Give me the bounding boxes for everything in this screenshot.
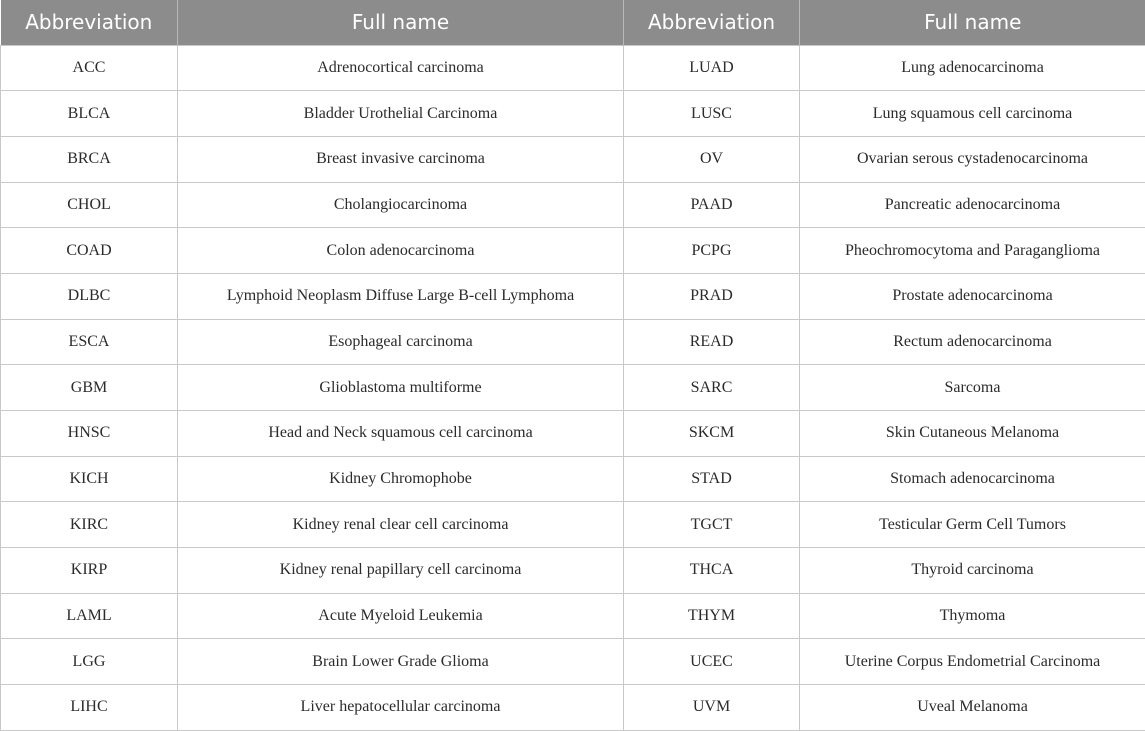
abbreviation-cell: ACC [1, 45, 178, 91]
abbreviation-cell: BLCA [1, 91, 178, 137]
table-row [1, 685, 1145, 731]
table-header [1, 0, 1145, 45]
abbreviation-cell: KICH [1, 456, 178, 502]
table-row [1, 319, 1145, 365]
abbreviation-cell: OV [624, 136, 800, 182]
header-full-name-1: Full name [178, 0, 624, 45]
abbreviation-cell: SKCM [624, 411, 800, 457]
table-row [1, 456, 1145, 502]
abbreviation-cell: PRAD [624, 273, 800, 319]
abbreviation-cell: STAD [624, 456, 800, 502]
table-row [1, 136, 1145, 182]
abbreviation-cell: ESCA [1, 319, 178, 365]
abbreviation-cell: PAAD [624, 182, 800, 228]
full-name-cell: Pancreatic adenocarcinoma [800, 182, 1145, 228]
abbreviation-cell: HNSC [1, 411, 178, 457]
full-name-cell: Bladder Urothelial Carcinoma [178, 91, 624, 137]
table-row [1, 182, 1145, 228]
header-abbreviation-2: Abbreviation [624, 0, 800, 45]
full-name-cell: Lymphoid Neoplasm Diffuse Large B-cell Lymphoma [178, 273, 624, 319]
full-name-cell: Esophageal carcinoma [178, 319, 624, 365]
full-name-cell: Kidney renal clear cell carcinoma [178, 502, 624, 548]
abbreviation-cell: LIHC [1, 685, 178, 731]
header-full-name-2: Full name [800, 0, 1145, 45]
abbreviation-cell: LGG [1, 639, 178, 685]
table-row [1, 228, 1145, 274]
full-name-cell: Lung adenocarcinoma [800, 45, 1145, 91]
full-name-cell: Head and Neck squamous cell carcinoma [178, 411, 624, 457]
abbreviation-cell: TGCT [624, 502, 800, 548]
full-name-cell: Uterine Corpus Endometrial Carcinoma [800, 639, 1145, 685]
full-name-cell: Glioblastoma multiforme [178, 365, 624, 411]
full-name-cell: Thyroid carcinoma [800, 548, 1145, 594]
header-row [1, 0, 1145, 45]
full-name-cell: Rectum adenocarcinoma [800, 319, 1145, 365]
full-name-cell: Colon adenocarcinoma [178, 228, 624, 274]
table-row [1, 593, 1145, 639]
table-row [1, 639, 1145, 685]
full-name-cell: Skin Cutaneous Melanoma [800, 411, 1145, 457]
abbreviation-cell: KIRP [1, 548, 178, 594]
table-row [1, 365, 1145, 411]
full-name-cell: Stomach adenocarcinoma [800, 456, 1145, 502]
abbreviation-cell: LUAD [624, 45, 800, 91]
full-name-cell: Thymoma [800, 593, 1145, 639]
full-name-cell: Kidney Chromophobe [178, 456, 624, 502]
table-body [1, 45, 1145, 730]
table-row [1, 502, 1145, 548]
full-name-cell: Ovarian serous cystadenocarcinoma [800, 136, 1145, 182]
full-name-cell: Prostate adenocarcinoma [800, 273, 1145, 319]
abbreviation-cell: COAD [1, 228, 178, 274]
abbreviation-cell: THCA [624, 548, 800, 594]
full-name-cell: Liver hepatocellular carcinoma [178, 685, 624, 731]
full-name-cell: Adrenocortical carcinoma [178, 45, 624, 91]
full-name-cell: Lung squamous cell carcinoma [800, 91, 1145, 137]
table-row [1, 45, 1145, 91]
abbreviation-cell: LUSC [624, 91, 800, 137]
table-row [1, 411, 1145, 457]
header-abbreviation-1: Abbreviation [25, 10, 153, 35]
full-name-cell: Uveal Melanoma [800, 685, 1145, 731]
abbreviation-cell: UCEC [624, 639, 800, 685]
abbreviation-cell: CHOL [1, 182, 178, 228]
abbreviation-cell: BRCA [1, 136, 178, 182]
abbreviation-cell: GBM [1, 365, 178, 411]
abbreviation-cell: SARC [624, 365, 800, 411]
abbreviation-cell: KIRC [1, 502, 178, 548]
full-name-cell: Acute Myeloid Leukemia [178, 593, 624, 639]
table-row [1, 273, 1145, 319]
abbreviation-cell: READ [624, 319, 800, 365]
full-name-cell: Brain Lower Grade Glioma [178, 639, 624, 685]
full-name-cell: Breast invasive carcinoma [178, 136, 624, 182]
full-name-cell: Cholangiocarcinoma [178, 182, 624, 228]
table-row [1, 91, 1145, 137]
full-name-cell: Sarcoma [800, 365, 1145, 411]
abbreviation-cell: PCPG [624, 228, 800, 274]
table-row [1, 548, 1145, 594]
abbreviation-cell: THYM [624, 593, 800, 639]
full-name-cell: Kidney renal papillary cell carcinoma [178, 548, 624, 594]
abbreviation-cell: LAML [1, 593, 178, 639]
full-name-cell: Testicular Germ Cell Tumors [800, 502, 1145, 548]
abbreviation-cell: UVM [624, 685, 800, 731]
full-name-cell: Pheochromocytoma and Paraganglioma [800, 228, 1145, 274]
abbreviation-cell: DLBC [1, 273, 178, 319]
